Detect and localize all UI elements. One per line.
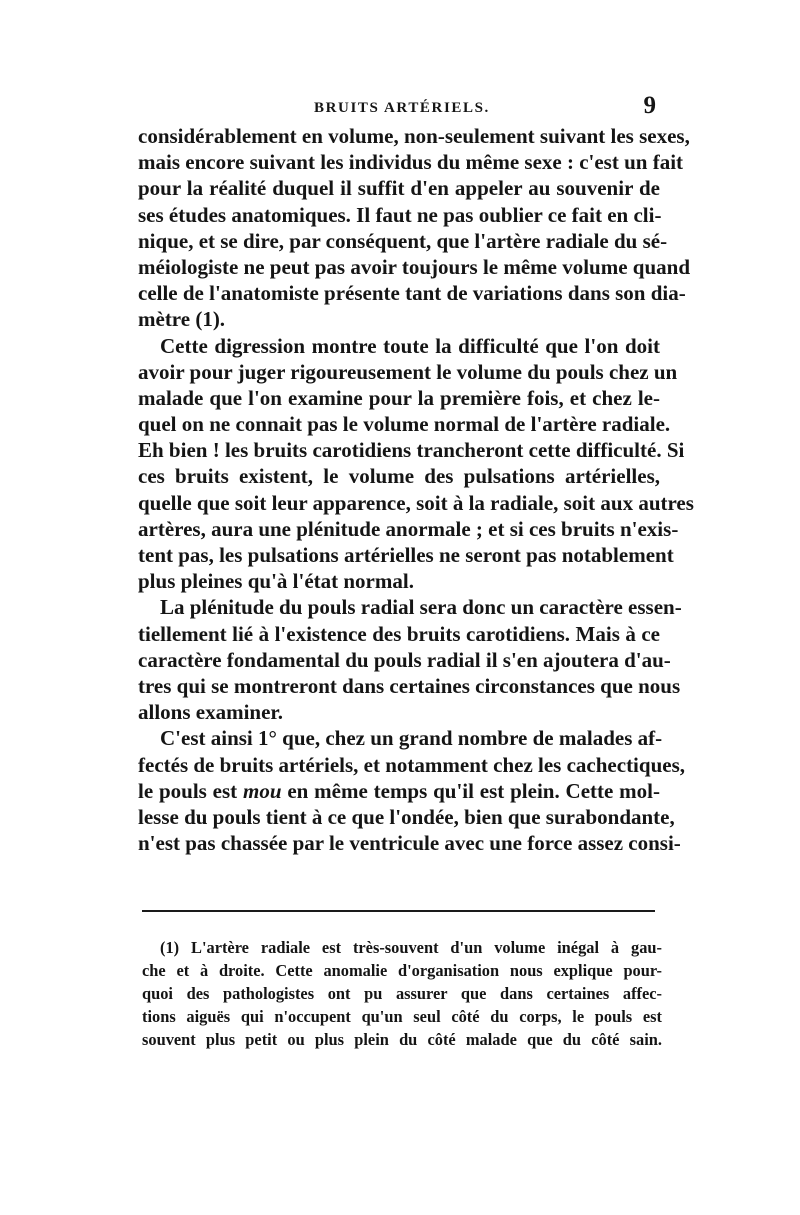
page-header [138,94,658,124]
footnote-line: tions aiguës qui n'occupent qu'un seul côté du corps, le pouls est [142,1007,662,1026]
text-segment: le pouls est [138,778,238,803]
text-line: Cette digression montre toute la difficulté que l'on doit [160,333,660,358]
text-line: tiellement lié à l'existence des bruits carotidiens. Mais à ce [138,621,660,646]
text-line: considérablement en volume, non-seulement suivant les sexes, [138,124,690,148]
footnote-rule [142,910,655,912]
text-line: celle de l'anatomiste présente tant de variations dans son dia- [138,281,686,306]
text-line: malade que l'on examine pour la première fois, et chez le- [138,385,660,410]
footnote-line: souvent plus petit ou plus plein du côté malade que du côté sain. [142,1030,662,1049]
text-line: méiologiste ne peut pas avoir toujours le même volume quand [138,254,691,279]
text-line: quelle que soit leur apparence, soit à la radiale, soit aux autres [138,490,694,515]
text-line: pour la réalité duquel il suffit d'en appeler au souvenir de [138,176,660,201]
text-line: allons examiner. [138,700,284,725]
text-line: La plénitude du pouls radial sera donc un caractère essen- [160,595,682,620]
footnote-line: (1) L'artère radiale est très-souvent d'un volume inégal à gau- [160,938,662,957]
text-line: n'est pas chassée par le ventricule avec une force assez consi- [138,831,681,856]
text-line: quel on ne connait pas le volume normal de l'artère radiale. [138,412,671,437]
footnote [142,936,662,1051]
page-number: 9 [643,92,656,119]
text-line: ces bruits existent, le volume des pulsations artérielles, [138,464,660,489]
text-line: tres qui se montreront dans certaines circonstances que nous [138,673,681,698]
text-line [138,778,660,804]
text-line: ses études anatomiques. Il faut ne pas oublier ce fait en cli- [138,202,662,227]
footnote-line: quoi des pathologistes ont pu assurer que dans certaines affec- [142,984,662,1003]
text-segment: en même temps qu'il est plein. Cette mol- [287,778,660,803]
text-line: plus pleines qu'à l'état normal. [138,569,414,594]
running-head: BRUITS ARTÉRIELS. [314,100,490,116]
text-line: lesse du pouls tient à ce que l'ondée, bien que surabondante, [138,804,675,829]
footnote-line: che et à droite. Cette anomalie d'organisation nous explique pour- [142,961,662,980]
text-line: C'est ainsi 1° que, chez un grand nombre de malades af- [160,726,663,751]
text-line: mais encore suivant les individus du même sexe : c'est un fait [138,150,684,175]
text-line: mètre (1). [138,307,226,332]
text-line: fectés de bruits artériels, et notamment chez les cachectiques, [138,752,685,777]
text-line: Eh bien ! les bruits carotidiens trancheront cette difficulté. Si [138,438,685,463]
text-line: caractère fondamental du pouls radial il s'en ajoutera d'au- [138,647,671,672]
text-line: avoir pour juger rigoureusement le volume du pouls chez un [138,359,678,384]
text-line: tent pas, les pulsations artérielles ne seront pas notablement [138,543,674,567]
italic-word: mou [243,778,282,803]
text-line: artères, aura une plénitude anormale ; et si ces bruits n'exis- [138,516,679,541]
text-line: nique, et se dire, par conséquent, que l'artère radiale du sé- [138,228,668,253]
body-text [138,123,694,856]
